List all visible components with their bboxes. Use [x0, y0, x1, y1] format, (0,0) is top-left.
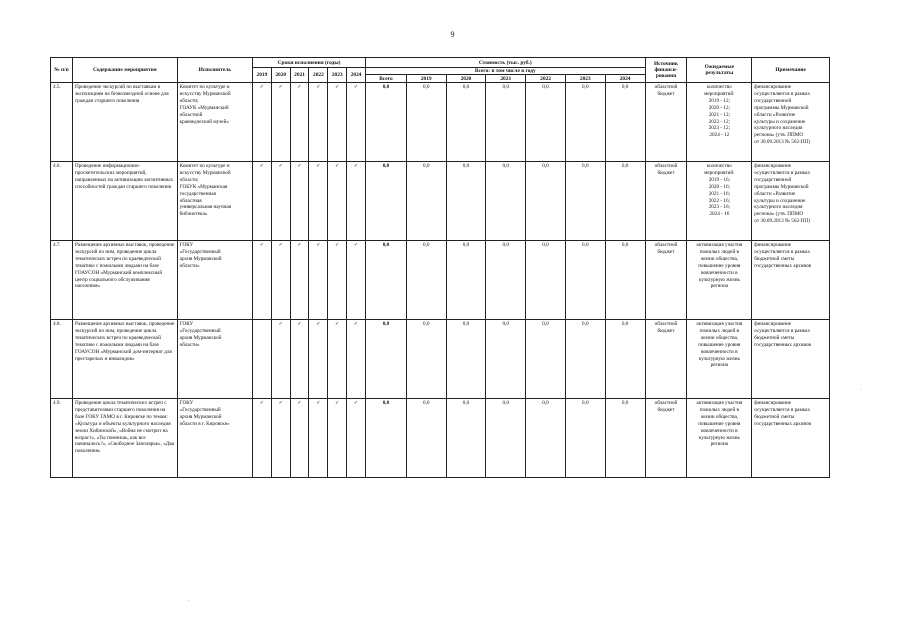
term-mark: ✓: [347, 83, 366, 162]
header-term-year: 2022: [309, 68, 328, 83]
term-mark: ✓: [328, 83, 347, 162]
header-cost-year: 2024: [605, 75, 645, 83]
header-term-year: 2021: [290, 68, 309, 83]
header-terms: Сроки исполнения (годы): [253, 58, 366, 68]
row-num: 4.9.: [51, 399, 73, 478]
row-source: областной бюджет: [645, 241, 687, 320]
cost-year: 0,0: [526, 399, 566, 478]
term-mark: ✓: [271, 83, 290, 162]
term-mark: ✓: [253, 83, 272, 162]
cost-year: 0,0: [526, 320, 566, 399]
row-note: финансирование осуществляется в рамках бюджетной сметы государственных архивов: [752, 320, 830, 399]
cost-year: 0,0: [565, 399, 605, 478]
row-note: финансирование осуществляется в рамках государственной программы Мурманской области «Развитие культуры и сохранение культурного наследия региона» (утв. ППМО от 30.09.2013 № 562-ПП): [752, 83, 830, 162]
cost-year: 0,0: [486, 399, 526, 478]
table-row: [51, 399, 830, 478]
header-cost-year: 2019: [406, 75, 446, 83]
term-mark: ✓: [253, 162, 272, 241]
row-executor: Комитет по культуре и искусству Мурманской области; ГОБУК «Мурманская государственная областная универсальная научная библиотека»: [177, 162, 252, 241]
header-cost-year: 2022: [526, 75, 566, 83]
term-mark: ✓: [309, 83, 328, 162]
activities-table: [50, 57, 830, 478]
term-mark: ✓: [309, 162, 328, 241]
term-mark: ✓: [328, 241, 347, 320]
cost-year: 0,0: [406, 162, 446, 241]
term-mark: ✓: [347, 241, 366, 320]
term-mark: ✓: [309, 399, 328, 478]
term-mark: ✓: [328, 320, 347, 399]
cost-year: 0,0: [446, 399, 486, 478]
cost-year: 0,0: [406, 399, 446, 478]
term-mark: ✓: [253, 399, 272, 478]
row-note: финансирование осуществляется в рамках бюджетной сметы государственных архивов: [752, 399, 830, 478]
term-mark: ✓: [328, 399, 347, 478]
term-mark: ✓: [271, 162, 290, 241]
cost-year: 0,0: [486, 320, 526, 399]
table-row: [51, 162, 830, 241]
table-row: [51, 83, 830, 162]
term-mark: ✓: [290, 162, 309, 241]
header-num: № п/п: [51, 58, 73, 83]
row-num: 4.6.: [51, 162, 73, 241]
header-cost-year: 2023: [565, 75, 605, 83]
header-cost-year: 2021: [486, 75, 526, 83]
term-mark: ✓: [271, 399, 290, 478]
cost-year: 0,0: [446, 241, 486, 320]
cost-year: 0,0: [565, 83, 605, 162]
cost-year: 0,0: [565, 320, 605, 399]
cost-year: 0,0: [526, 241, 566, 320]
row-num: 4.8.: [51, 320, 73, 399]
cost-year: 0,0: [486, 83, 526, 162]
row-note: финансирование осуществляется в рамках бюджетной сметы государственных архивов: [752, 241, 830, 320]
row-executor: ГОКУ «Государственный архив Мурманской области»: [177, 241, 252, 320]
row-executor: ГОКУ «Государственный архив Мурманской области»: [177, 320, 252, 399]
cost-year: 0,0: [486, 162, 526, 241]
row-executor: Комитет по культуре и искусству Мурманской области; ГОАУК «Мурманский областной краеведческий музей»: [177, 83, 252, 162]
row-content: Проведение экскурсий по выставкам и экспозициям на безвозмездной основе для граждан старшего поколения: [72, 83, 177, 162]
header-total: Всего: [366, 75, 407, 83]
cost-year: 0,0: [605, 83, 645, 162]
row-content: Проведение информационно-просветительских мероприятий, направленных на активизацию когнитивных способностей граждан старшего поколения: [72, 162, 177, 241]
cost-year: 0,0: [406, 320, 446, 399]
cost-year: 0,0: [605, 399, 645, 478]
cost-year: 0,0: [565, 241, 605, 320]
term-mark: [253, 320, 272, 399]
term-mark: ✓: [271, 241, 290, 320]
header-term-year: 2023: [328, 68, 347, 83]
row-content: Размещение архивных выставок, проведение экскурсий по ним, проведение цикла тематических встреч по краеведческой тематике с пожилыми людьми на базе ГОАУСОН «Мурманский комплексный центр социального обслуживания населения»: [72, 241, 177, 320]
term-mark: ✓: [271, 320, 290, 399]
row-source: областной бюджет: [645, 83, 687, 162]
header-term-year: 2024: [347, 68, 366, 83]
header-content: Содержание мероприятия: [72, 58, 177, 83]
header-note: Примечание: [752, 58, 830, 83]
row-content: Размещение архивных выставок, проведение экскурсий по ним, проведение цикла тематических встреч по краеведческой тематике с пожилыми людьми на базе ГОАУСОН «Мурманский дом-интернат для престарелых и инвалидов»: [72, 320, 177, 399]
term-mark: ✓: [309, 241, 328, 320]
cost-year: 0,0: [605, 162, 645, 241]
scan-speck: ·: [860, 387, 862, 393]
cost-year: 0,0: [446, 320, 486, 399]
cost-year: 0,0: [446, 83, 486, 162]
table-row: [51, 320, 830, 399]
header-cost: Стоимость (тыс. руб.): [366, 58, 646, 68]
cost-year: 0,0: [526, 83, 566, 162]
term-mark: ✓: [347, 399, 366, 478]
term-mark: ✓: [290, 399, 309, 478]
cost-total: 0,0: [366, 162, 407, 241]
row-note: финансирование осуществляется в рамках государственной программы Мурманской области «Развитие культуры и сохранение культурного наследия региона» (утв. ППМО от 30.09.2013 № 562-ПП): [752, 162, 830, 241]
cost-year: 0,0: [406, 241, 446, 320]
cost-year: 0,0: [565, 162, 605, 241]
term-mark: ✓: [328, 162, 347, 241]
term-mark: ✓: [309, 320, 328, 399]
cost-year: 0,0: [446, 162, 486, 241]
row-results: активизация участия пожилых людей в жизни общества, повышение уровня вовлеченности в культурную жизнь региона: [687, 241, 752, 320]
row-num: 4.7.: [51, 241, 73, 320]
row-results: активизация участия пожилых людей в жизни общества, повышение уровня вовлеченности в культурную жизнь региона: [687, 399, 752, 478]
row-source: областной бюджет: [645, 399, 687, 478]
header-term-year: 2020: [271, 68, 290, 83]
row-results: количество мероприятий: 2019 - 12; 2020 - 12; 2021 - 12; 2022 - 12; 2023 - 12; 2024 - 12: [687, 83, 752, 162]
row-source: областной бюджет: [645, 162, 687, 241]
cost-year: 0,0: [605, 320, 645, 399]
cost-total: 0,0: [366, 320, 407, 399]
cost-total: 0,0: [366, 241, 407, 320]
row-num: 4.5.: [51, 83, 73, 162]
header-executor: Исполнитель: [177, 58, 252, 83]
term-mark: ✓: [290, 320, 309, 399]
term-mark: ✓: [290, 83, 309, 162]
header-term-year: 2019: [253, 68, 272, 83]
header-cost-year: 2020: [446, 75, 486, 83]
cost-year: 0,0: [526, 162, 566, 241]
row-source: областной бюджет: [645, 320, 687, 399]
row-content: Проведение цикла тематических встреч с представителями старшего поколения на базе ГОКУ ГАМО в г. Кировске по темам: «Культура и объекты культурного наследия земли Хибинской», «Война не смотрит на возраст», «Ты помнишь, как все начиналось?», «Свободное Заполярье», «Два поколения»: [72, 399, 177, 478]
term-mark: ✓: [347, 320, 366, 399]
header-results: Ожидаемые результаты: [687, 58, 752, 83]
table-row: [51, 241, 830, 320]
row-results: количество мероприятий: 2019 - 16; 2020 - 16; 2021 - 16; 2022 - 16; 2023 - 16; 2024 - 16: [687, 162, 752, 241]
row-results: активизация участия пожилых людей в жизни общества, повышение уровня вовлеченности в культурную жизнь региона: [687, 320, 752, 399]
term-mark: ✓: [290, 241, 309, 320]
page-number: 9: [450, 30, 455, 39]
header-source: Источник финанси- рования: [645, 58, 687, 83]
cost-year: 0,0: [406, 83, 446, 162]
scan-speck: ·: [188, 598, 190, 604]
row-executor: ГОКУ «Государственный архив Мурманской области в г. Кировске»: [177, 399, 252, 478]
term-mark: ✓: [347, 162, 366, 241]
cost-total: 0,0: [366, 399, 407, 478]
header-cost-sub: Всего: в том числе в году: [366, 68, 646, 75]
term-mark: ✓: [253, 241, 272, 320]
cost-year: 0,0: [486, 241, 526, 320]
cost-total: 0,0: [366, 83, 407, 162]
cost-year: 0,0: [605, 241, 645, 320]
